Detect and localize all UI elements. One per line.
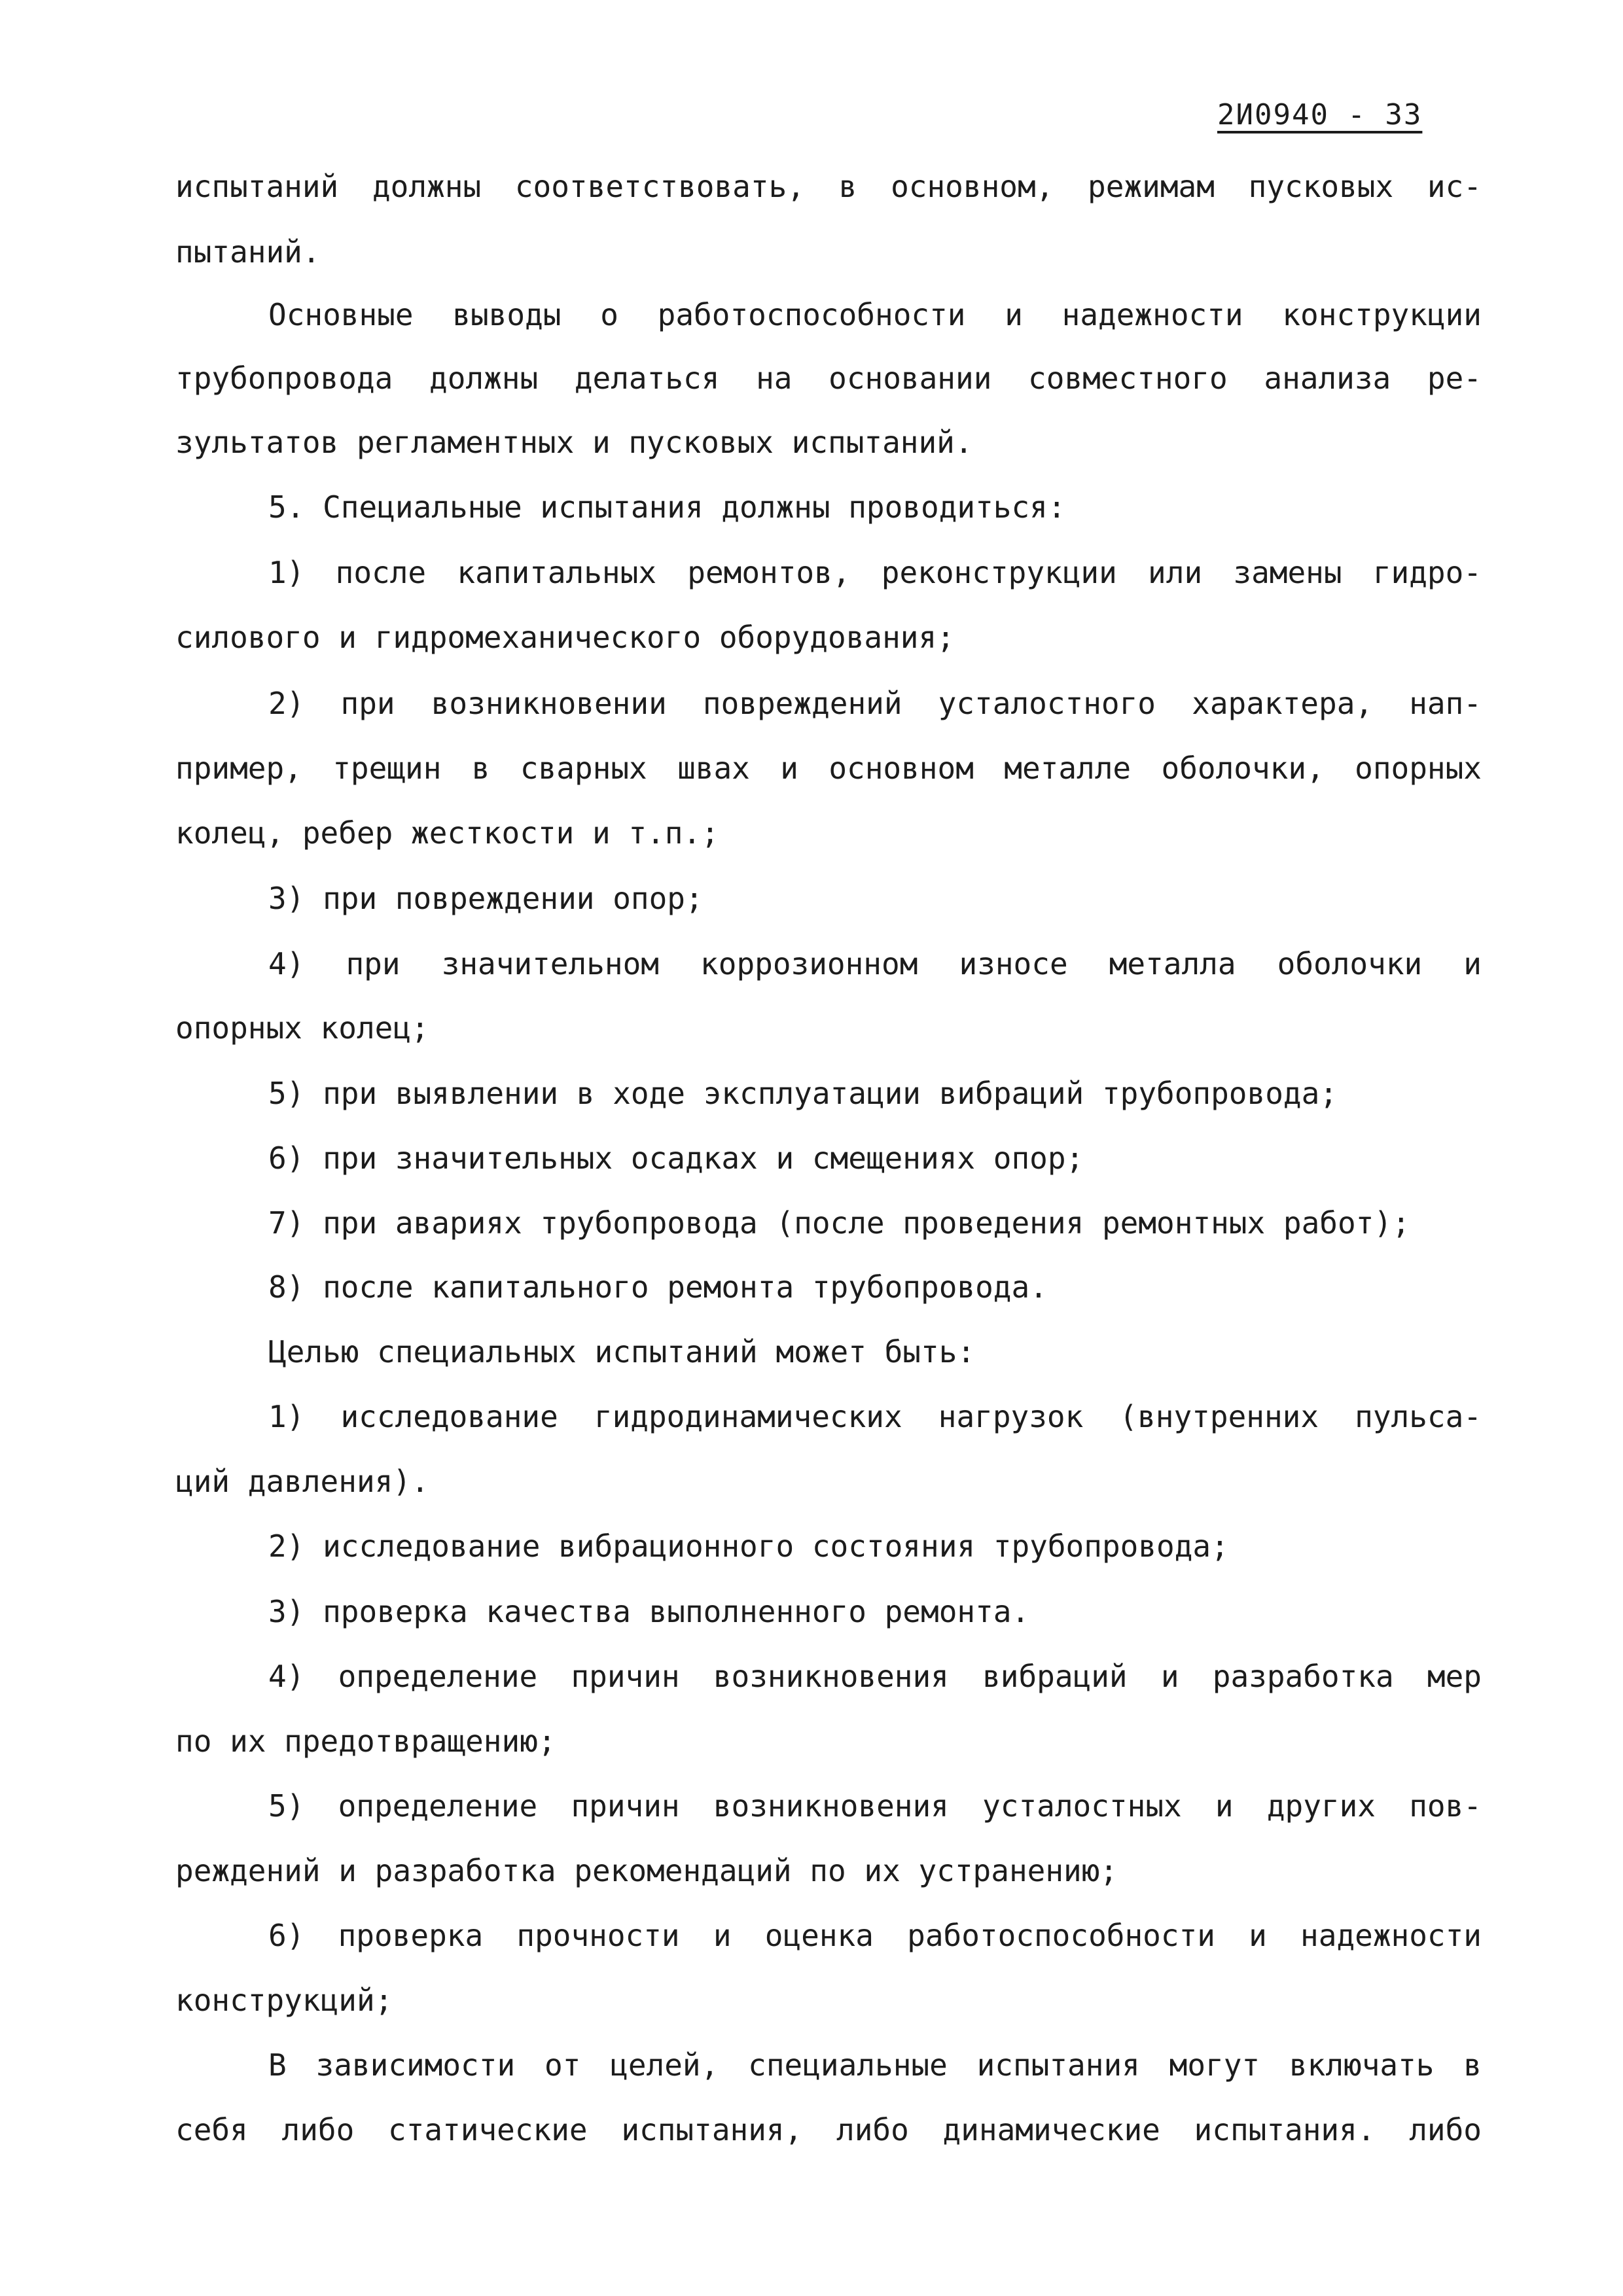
text-line: силового и гидромеханического оборудования; <box>175 620 955 655</box>
text-line: себя либо статические испытания, либо динамические испытания. либо <box>175 2112 1482 2147</box>
text-line: реждений и разработка рекомендаций по их устранению; <box>175 1853 1118 1888</box>
text-line: пытаний. <box>175 234 321 270</box>
text-line: 5) определение причин возникновения усталостных и других пов- <box>268 1788 1482 1824</box>
text-line: Основные выводы о работоспособности и надежности конструкции <box>268 297 1482 332</box>
text-line: конструкций; <box>175 1983 393 2018</box>
text-line: ций давления). <box>175 1464 429 1499</box>
text-line: по их предотвращению; <box>175 1723 556 1759</box>
page-number: 2И0940 - 33 <box>1217 98 1423 132</box>
text-line: трубопровода должны делаться на основании совместного анализа ре- <box>175 361 1482 396</box>
text-line: 8) после капитального ремонта трубопровода. <box>268 1269 1048 1305</box>
text-line: испытаний должны соответствовать, в основном, режимам пусковых ис- <box>175 169 1482 204</box>
text-line: пример, трещин в сварных швах и основном металле оболочки, опорных <box>175 751 1482 786</box>
text-line: 4) при значительном коррозионном износе металла оболочки и <box>268 946 1482 981</box>
text-line: 5) при выявлении в ходе эксплуатации вибраций трубопровода; <box>268 1076 1338 1111</box>
text-line: Целью специальных испытаний может быть: <box>268 1334 976 1369</box>
text-line: 1) после капитальных ремонтов, реконструкции или замены гидро- <box>268 555 1482 590</box>
text-line: колец, ребер жесткости и т.п.; <box>175 815 719 851</box>
text-line: 2) исследование вибрационного состояния трубопровода; <box>268 1528 1229 1564</box>
text-line: 4) определение причин возникновения вибраций и разработка мер <box>268 1659 1482 1694</box>
text-line: 1) исследование гидродинамических нагрузок (внутренних пульса- <box>268 1399 1482 1434</box>
text-line: 5. Специальные испытания должны проводиться: <box>268 489 1066 525</box>
text-line: 3) проверка качества выполненного ремонта. <box>268 1594 1030 1629</box>
text-line: 6) проверка прочности и оценка работоспособности и надежности <box>268 1918 1482 1953</box>
text-line: 3) при повреждении опор; <box>268 881 704 916</box>
text-line: опорных колец; <box>175 1010 429 1046</box>
text-line: 7) при авариях трубопровода (после проведения ремонтных работ); <box>268 1205 1410 1241</box>
text-line: 2) при возникновении повреждений усталостного характера, нап- <box>268 686 1482 721</box>
text-line: 6) при значительных осадках и смещениях опор; <box>268 1140 1084 1176</box>
text-line: зультатов регламентных и пусковых испытаний. <box>175 425 973 460</box>
text-line: В зависимости от целей, специальные испытания могут включать в <box>268 2047 1482 2083</box>
